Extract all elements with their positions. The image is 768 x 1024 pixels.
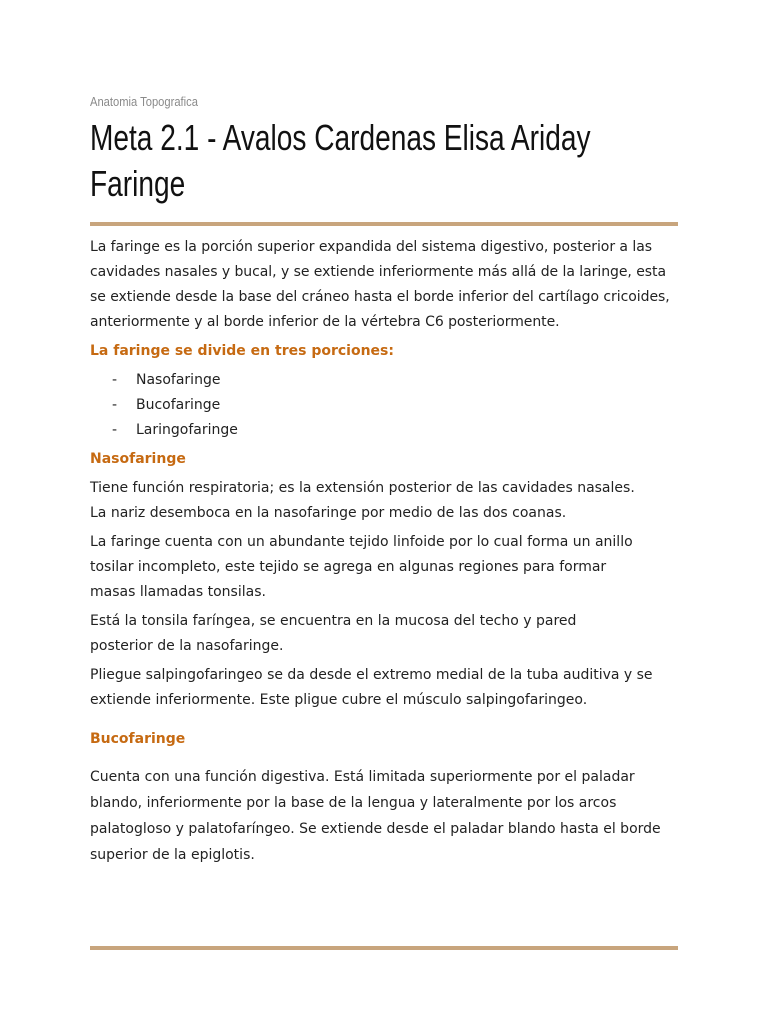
- nasofaringe-paragraph: La faringe cuenta con un abundante tejido linfoide por lo cual forma un anillo tosilar incompleto, este tejido se agrega en algunas regiones para formar masas llamadas tonsilas.: [90, 534, 633, 600]
- list-dash: -: [112, 397, 118, 413]
- list-dash: -: [112, 372, 118, 388]
- nasofaringe-paragraph: Pliegue salpingofaringeo se da desde el extremo medial de la tuba auditiva y se extiende inferiormente. Este pligue cubre el músculo salpingofaringeo.: [90, 667, 653, 708]
- list-item: [90, 368, 680, 393]
- list-dash: -: [112, 422, 118, 438]
- header-divider: [90, 222, 678, 226]
- nasofaringe-heading: Nasofaringe: [90, 451, 186, 467]
- list-item-label: Laringofaringe: [136, 422, 238, 438]
- divisions-list: [90, 368, 680, 443]
- document-title: Meta 2.1 - Avalos Cardenas Elisa Ariday: [90, 117, 591, 158]
- document-topic-title: Faringe: [90, 163, 186, 204]
- footer-divider: [90, 946, 678, 950]
- nasofaringe-paragraph: Tiene función respiratoria; es la extensión posterior de las cavidades nasales. La nariz desemboca en la nasofaringe por medio de las dos coanas.: [90, 480, 635, 521]
- list-item: [90, 393, 680, 418]
- bucofaringe-paragraph: Cuenta con una función digestiva. Está limitada superiormente por el paladar blando, inferiormente por la base de la lengua y lateralmente por los arcos palatogloso y palatofaríngeo. Se extiende desde el paladar blando hasta el borde superior de la epiglotis.: [90, 769, 661, 863]
- divisions-heading: La faringe se divide en tres porciones:: [90, 343, 394, 359]
- nasofaringe-paragraph: Está la tonsila faríngea, se encuentra en la mucosa del techo y pared posterior de la nasofaringe.: [90, 613, 577, 654]
- document-body: [90, 235, 680, 868]
- document-subtitle: Anatomia Topografica: [90, 94, 198, 109]
- intro-paragraph: La faringe es la porción superior expandida del sistema digestivo, posterior a las cavidades nasales y bucal, y se extiende inferiormente más allá de la laringe, esta se extiende desde la base del cráneo hasta el borde inferior del cartílago cricoides, anteriormente y al borde inferior de la vértebra C6 posteriormente.: [90, 239, 670, 330]
- list-item: [90, 418, 680, 443]
- list-item-label: Nasofaringe: [136, 372, 221, 388]
- list-item-label: Bucofaringe: [136, 397, 221, 413]
- bucofaringe-heading: Bucofaringe: [90, 731, 186, 747]
